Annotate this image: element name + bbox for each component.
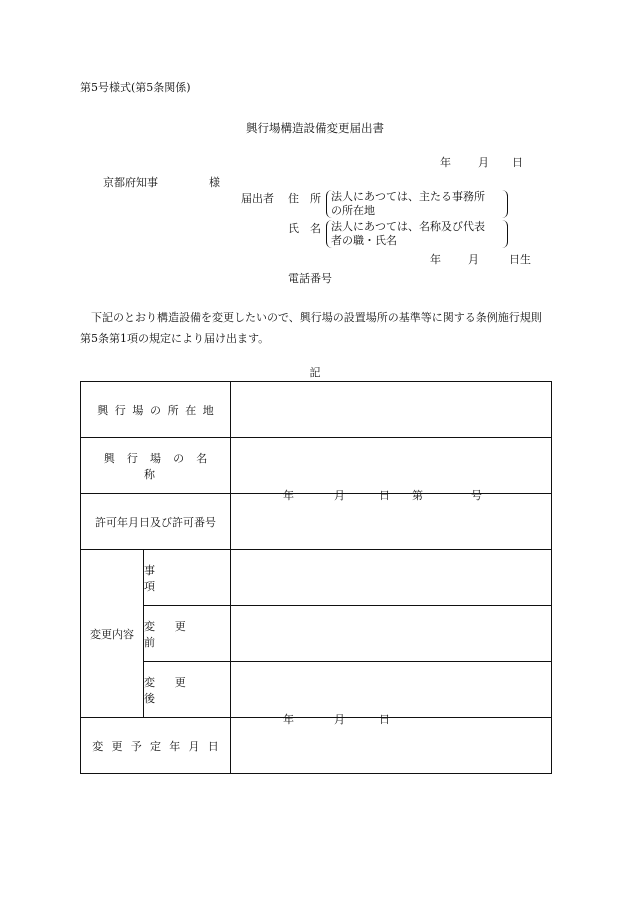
table-row <box>81 606 552 662</box>
body-text-content: 下記のとおり構造設備を変更したいので、興行場の設置場所の基準等に関する条例施行規則第5条第1項の規定により届け出ます。 <box>80 311 542 345</box>
before-value-cell[interactable] <box>231 606 552 662</box>
item-label-cell <box>144 550 231 606</box>
name-note <box>326 220 508 248</box>
phone-label: 電話番号 <box>288 272 332 285</box>
change-label-cell <box>81 550 144 718</box>
date-year-unit: 年 <box>440 156 451 169</box>
permit-value-cell[interactable] <box>231 489 552 550</box>
address-label: 住 所 <box>288 192 321 205</box>
form-number: 第5号様式(第5条関係) <box>80 81 191 94</box>
change-label: 変更内容 <box>90 627 134 641</box>
date-day-unit: 日 <box>512 156 523 169</box>
location-label: 興行場の所在地 <box>97 403 221 417</box>
table-row <box>81 550 552 606</box>
permit-go-unit: 号 <box>471 489 483 502</box>
before-label: 変更前 <box>144 619 206 649</box>
permit-label: 許可年月日及び許可番号 <box>95 515 216 529</box>
body-text <box>80 307 550 349</box>
before-label-cell <box>144 606 231 662</box>
table-row <box>81 382 552 438</box>
permit-dai-unit: 第 <box>412 489 424 502</box>
planned-year-unit: 年 <box>283 713 295 726</box>
birth-day-unit: 日生 <box>509 253 531 266</box>
birth-year-unit: 年 <box>430 253 441 266</box>
planned-label-cell <box>81 718 231 774</box>
birth-month-unit: 月 <box>468 253 479 266</box>
facility-name-label-cell <box>81 438 231 494</box>
location-value-cell[interactable] <box>231 382 552 438</box>
addressee-name: 京都府知事 <box>103 176 158 189</box>
name-note-line2: 者の職・氏名 <box>331 234 397 247</box>
table-row <box>81 494 552 550</box>
date-month-unit: 月 <box>478 156 489 169</box>
name-note-line1: 法人にあつては、名称及び代表 <box>331 220 485 233</box>
notifier-label: 届出者 <box>241 192 274 205</box>
name-label: 氏 名 <box>288 222 321 235</box>
permit-label-cell <box>81 494 231 550</box>
permit-year-unit: 年 <box>283 489 295 502</box>
table-row <box>81 718 552 774</box>
planned-month-unit: 月 <box>334 713 346 726</box>
address-note <box>326 190 508 218</box>
planned-value-cell[interactable] <box>231 713 552 774</box>
permit-month-unit: 月 <box>334 489 346 502</box>
after-label: 変更後 <box>144 675 206 705</box>
addressee <box>103 176 220 190</box>
item-value-cell[interactable] <box>231 550 552 606</box>
facility-name-label: 興行場の名称 <box>103 451 220 481</box>
address-note-line1: 法人にあつては、主たる事務所 <box>331 190 485 203</box>
planned-day-unit: 日 <box>379 713 391 726</box>
table-row <box>81 662 552 718</box>
change-details-table <box>80 381 552 774</box>
addressee-honorific: 様 <box>209 176 220 189</box>
location-label-cell <box>81 382 231 438</box>
facility-name-value-cell[interactable] <box>231 438 552 494</box>
permit-day-unit: 日 <box>379 489 391 502</box>
planned-label: 変更予定年月日 <box>92 739 227 753</box>
after-value-cell[interactable] <box>231 662 552 718</box>
ki-heading: 記 <box>309 366 321 379</box>
item-label: 事項 <box>144 563 197 593</box>
after-label-cell <box>144 662 231 718</box>
document-title: 興行場構造設備変更届出書 <box>246 121 384 135</box>
address-note-line2: の所在地 <box>331 204 375 217</box>
table-row <box>81 438 552 494</box>
